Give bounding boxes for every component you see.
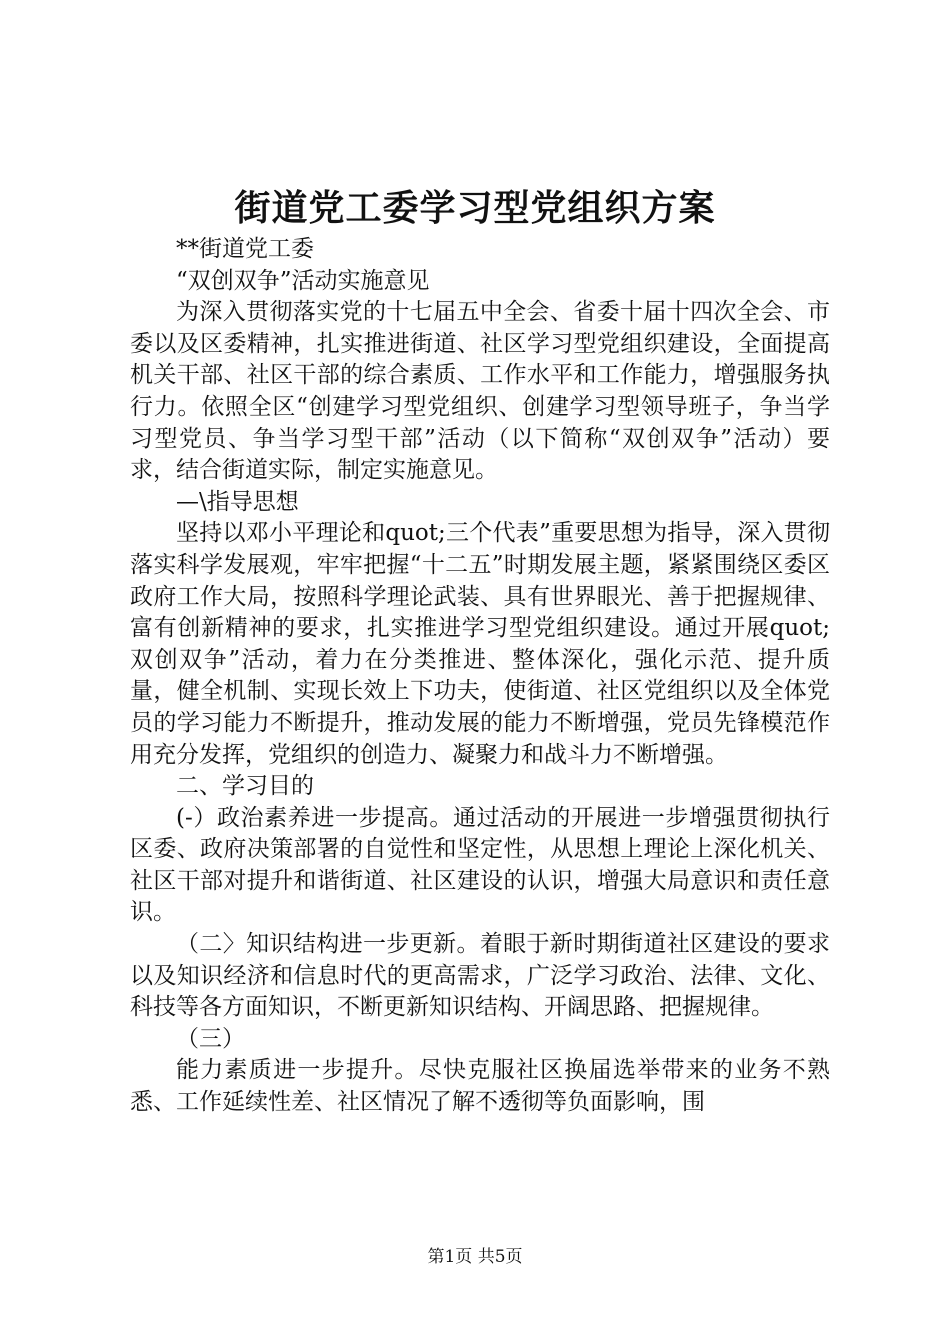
heading-goal-three: （三） — [176, 1025, 245, 1052]
paragraph-issuer: **街道党工委 — [176, 236, 314, 262]
document-title: 街道党工委学习型党组织方案 — [234, 187, 716, 229]
document-body — [130, 234, 830, 1119]
paragraph-goal-three: 能力素质进一步提升。尽快克服社区换届选举带来的业务不熟悉、工作延续性差、社区情况了解不透彻等负面影响，围 — [130, 1057, 830, 1116]
heading-learning-goals: 二、学习目的 — [176, 773, 314, 800]
heading-guiding-thought: —\指导思想 — [176, 488, 299, 515]
paragraph-intro: 为深入贯彻落实党的十七届五中全会、省委十届十四次全会、市委以及区委精神，扎实推进街道、社区学习型党组织建设，全面提高机关干部、社区干部的综合素质、工作水平和工作能力，增强服务执行力。依照全区“创建学习型党组织、创建学习型领导班子，争当学习型党员、争当学习型干部”活动（以下简称“双创双争”活动）要求，结合街道实际，制定实施意见。 — [130, 299, 830, 484]
paragraph-guiding-thought: 坚持以邓小平理论和quot;三个代表”重要思想为指导，深入贯彻落实科学发展观，牢牢把握“十二五”时期发展主题，紧紧围绕区委区政府工作大局，按照科学理论武装、具有世界眼光、善于把握规律、富有创新精神的要求，扎实推进学习型党组织建设。通过开展quot;双创双争”活动，着力在分类推进、整体深化，强化示范、提升质量，健全机制、实现长效上下功夫，使街道、社区党组织以及全体党员的学习能力不断提升，推动发展的能力不断增强，党员先锋模范作用充分发挥，党组织的创造力、凝聚力和战斗力不断增强。 — [130, 520, 830, 768]
paragraph-subtitle: “双创双争”活动实施意见 — [176, 267, 430, 294]
paragraph-goal-two: （二〉知识结构进一步更新。着眼于新时期街道社区建设的要求以及知识经济和信息时代的更高需求，广泛学习政治、法律、文化、科技等各方面知识，不断更新知识结构、开阔思路、把握规律。 — [130, 931, 830, 1021]
paragraph-goal-one: (-）政治素养进一步提高。通过活动的开展进一步增强贯彻执行区委、政府决策部署的自觉性和坚定性，从思想上理论上深化机关、社区干部对提升和谐街道、社区建设的认识，增强大局意识和责任意识。 — [130, 804, 830, 926]
page-footer: 第1页 共5页 — [427, 1247, 523, 1267]
